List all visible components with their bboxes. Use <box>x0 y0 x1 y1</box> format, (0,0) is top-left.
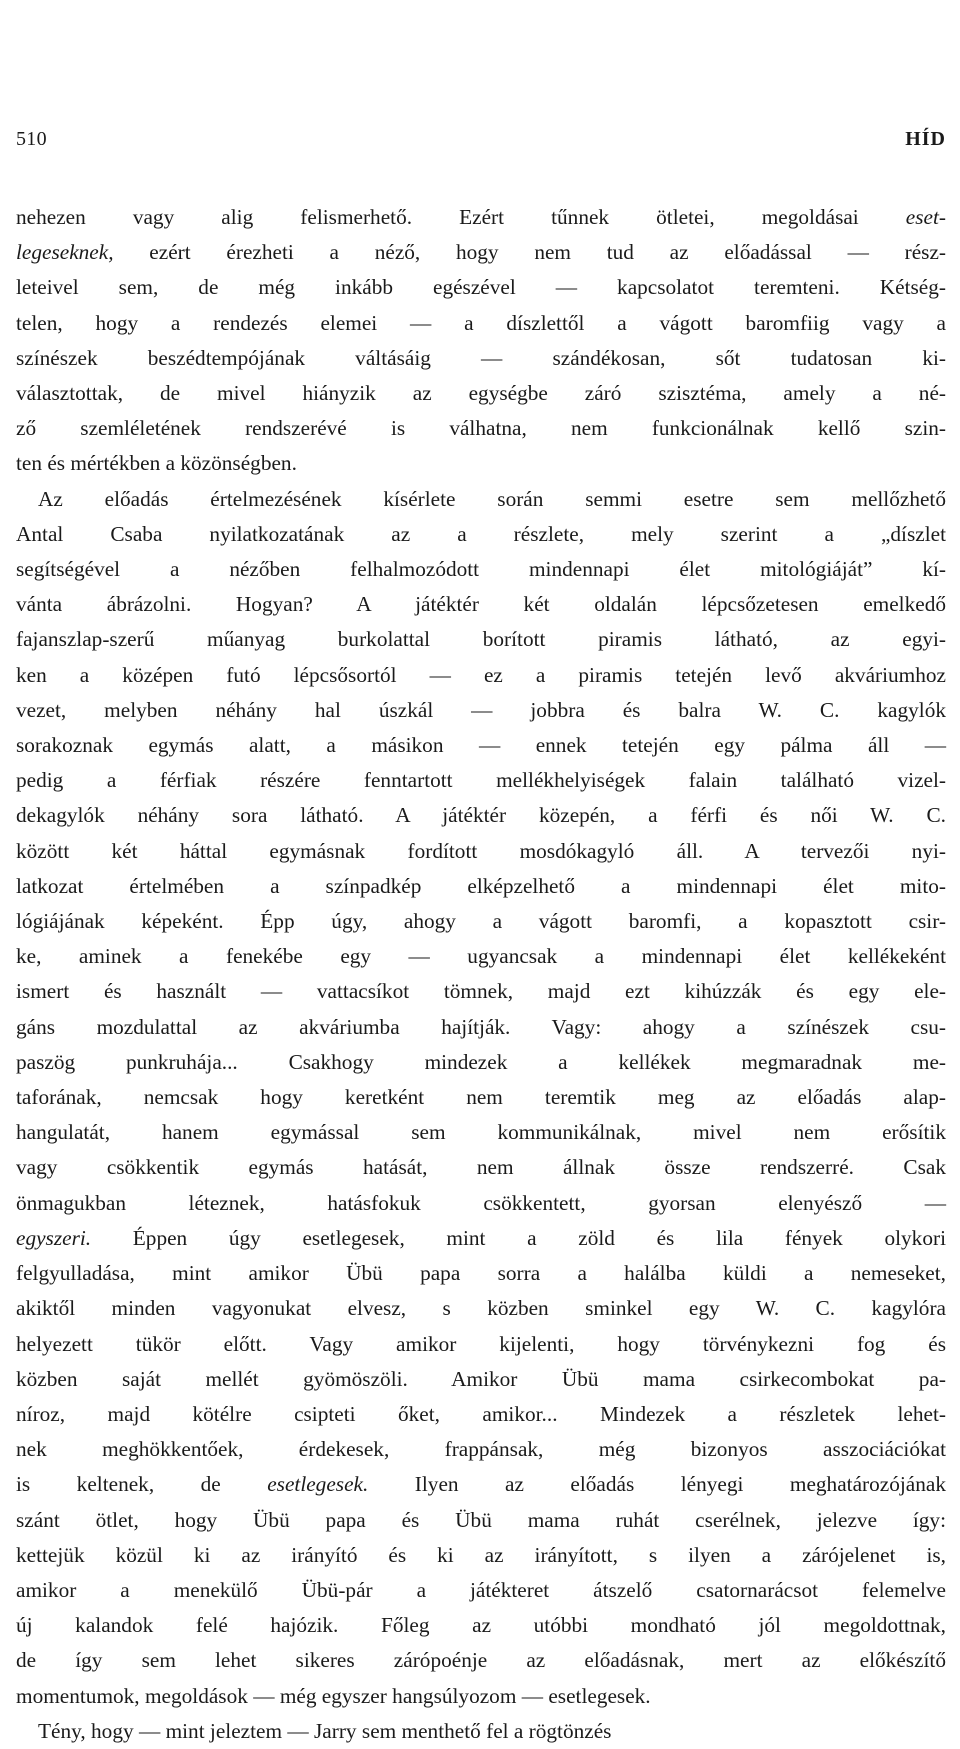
text-line <box>16 341 946 376</box>
text-line <box>16 1080 946 1115</box>
text-line <box>16 1538 946 1573</box>
text-run: kettejük közül ki az irányító és ki az irányított, s ilyen a zárójelenet is, <box>16 1542 946 1567</box>
text-line <box>16 1362 946 1397</box>
page-number: 510 <box>16 128 47 150</box>
text-line <box>16 658 946 693</box>
text-run: nek meghökkentőek, érdekesek, frappánsak, még bizonyos asszociációkat <box>16 1437 946 1462</box>
text-line <box>16 306 946 341</box>
text-run: telen, hogy a rendezés elemei — a díszlettől a vágott baromfiig vagy a <box>16 310 946 335</box>
italic-text: esetlegesek. <box>267 1472 369 1497</box>
text-line <box>16 1503 946 1538</box>
italic-text: legeseknek, <box>16 240 114 265</box>
text-run: sorakoznak egymás alatt, a másikon — ennek tetején egy pálma áll — <box>16 733 946 758</box>
paragraph <box>16 200 946 482</box>
text-run: ten és mértékben a közönségben. <box>16 451 297 476</box>
text-line <box>16 1327 946 1362</box>
text-run: akiktől minden vagyonukat elvesz, s közben sminkel egy W. C. kagylóra <box>16 1296 946 1321</box>
text-line <box>16 869 946 904</box>
text-run: Ilyen az előadás lényegi meghatározójának <box>368 1472 946 1497</box>
text-line <box>16 376 946 411</box>
text-run: ke, aminek a fenekébe egy — ugyancsak a mindennapi élet kellékeként <box>16 944 946 969</box>
text-line <box>16 411 946 446</box>
text-run: Tény, hogy — mint jeleztem — Jarry sem menthető fel a rögtönzés <box>38 1718 612 1743</box>
italic-text: egyszeri. <box>16 1225 92 1250</box>
text-run: között két háttal egymásnak fordított mosdókagyló áll. A tervezői nyi- <box>16 838 946 863</box>
text-run: taforának, nemcsak hogy keretként nem teremtik meg az előadás alap- <box>16 1085 946 1110</box>
text-line <box>16 1467 946 1502</box>
text-run: ző szemléletének rendszerévé is válhatna, nem funkcionálnak kellő szin- <box>16 416 946 441</box>
text-line <box>16 1150 946 1185</box>
text-line <box>16 1397 946 1432</box>
text-run: Éppen úgy esetlegesek, mint a zöld és lila fények olykori <box>91 1225 946 1250</box>
text-line <box>16 482 946 517</box>
text-run: vagy csökkentik egymás hatását, nem állnak össze rendszerré. Csak <box>16 1155 946 1180</box>
text-run: új kalandok felé hajózik. Főleg az utóbbi mondható jól megoldottnak, <box>16 1613 946 1638</box>
text-run: momentumok, megoldások — még egyszer hangsúlyozom — esetlegesek. <box>16 1683 651 1708</box>
text-line <box>16 763 946 798</box>
text-run: nehezen vagy alig felismerhető. Ezért tűnnek ötletei, megoldásai <box>16 205 906 229</box>
text-run: szánt ötlet, hogy Übü papa és Übü mama ruhát cserélnek, jelezve így: <box>16 1507 946 1532</box>
text-run: ken a középen futó lépcsősortól — ez a piramis tetején levő akváriumhoz <box>16 662 946 687</box>
text-line <box>16 939 946 974</box>
text-line <box>16 517 946 552</box>
text-line <box>16 1291 946 1326</box>
text-run: is keltenek, de <box>16 1472 268 1497</box>
text-line <box>16 904 946 939</box>
text-line <box>16 1045 946 1080</box>
text-line <box>16 693 946 728</box>
text-run: gáns mozdulattal az akváriumba hajítják. Vagy: ahogy a színészek csu- <box>16 1014 946 1039</box>
text-run: de így sem lehet sikeres zárópoénje az előadásnak, mert az előkészítő <box>16 1648 946 1673</box>
running-head <box>16 128 946 158</box>
italic-text: eset- <box>905 205 946 229</box>
text-run: amikor a menekülő Übü-pár a játékteret átszelő csatornarácsot felemelve <box>16 1577 946 1602</box>
text-line <box>16 1221 946 1256</box>
text-run: helyezett tükör előtt. Vagy amikor kijelenti, hogy törvénykezni fog és <box>16 1331 946 1356</box>
text-run: latkozat értelmében a színpadkép elképzelhető a mindennapi élet mito- <box>16 873 946 898</box>
text-run: hangulatát, hanem egymással sem kommunikálnak, mivel nem erősítik <box>16 1120 946 1145</box>
text-line <box>16 1679 946 1714</box>
text-line <box>16 798 946 833</box>
text-line <box>16 587 946 622</box>
journal-name: HÍD <box>905 128 946 150</box>
text-line <box>16 1010 946 1045</box>
text-run: níroz, majd kötélre csipteti őket, amikor... Mindezek a részletek lehet- <box>16 1401 946 1426</box>
text-line <box>16 200 946 235</box>
text-run: felgyulladása, mint amikor Übü papa sorra a halálba küldi a nemeseket, <box>16 1261 946 1286</box>
text-line <box>16 1256 946 1291</box>
text-line <box>16 1432 946 1467</box>
text-line <box>16 270 946 305</box>
text-run: paszög punkruhája... Csakhogy mindezek a kellékek megmaradnak me- <box>16 1049 946 1074</box>
text-line <box>16 1714 946 1749</box>
text-run: közben saját mellét gyömöszöli. Amikor Übü mama csirkecombokat pa- <box>16 1366 946 1391</box>
text-run: segítségével a nézőben felhalmozódott mindennapi élet mitológiáját” kí- <box>16 557 946 582</box>
text-line <box>16 974 946 1009</box>
text-run: lógiájának képeként. Épp úgy, ahogy a vágott baromfi, a kopasztott csir- <box>16 909 946 934</box>
text-line <box>16 728 946 763</box>
paragraph <box>16 482 946 1714</box>
text-line <box>16 1643 946 1678</box>
text-line <box>16 1573 946 1608</box>
text-run: Az előadás értelmezésének kísérlete során semmi esetre sem mellőzhető <box>38 486 946 511</box>
paragraph <box>16 1714 946 1749</box>
text-run: vezet, melyben néhány hal úszkál — jobbra és balra W. C. kagylók <box>16 697 946 722</box>
text-run: önmagukban léteznek, hatásfokuk csökkentett, gyorsan elenyésző — <box>16 1190 946 1215</box>
text-run: pedig a férfiak részére fenntartott mellékhelyiségek falain található vizel- <box>16 768 946 793</box>
text-line <box>16 1115 946 1150</box>
text-line <box>16 235 946 270</box>
text-line <box>16 1186 946 1221</box>
text-run: ezért érezheti a néző, hogy nem tud az előadással — rész- <box>113 240 946 265</box>
text-run: leteivel sem, de még inkább egészével — kapcsolatot teremteni. Kétség- <box>16 275 946 300</box>
text-line <box>16 552 946 587</box>
text-line <box>16 622 946 657</box>
text-line <box>16 1608 946 1643</box>
text-line <box>16 834 946 869</box>
text-run: színészek beszédtempójának váltásáig — szándékosan, sőt tudatosan ki- <box>16 345 946 370</box>
text-run: fajanszlap-szerű műanyag burkolattal borított piramis látható, az egyi- <box>16 627 946 652</box>
text-run: ismert és használt — vattacsíkot tömnek, majd ezt kihúzzák és egy ele- <box>16 979 946 1004</box>
text-run: Antal Csaba nyilatkozatának az a részlete, mely szerint a „díszlet <box>16 521 946 546</box>
text-run: választottak, de mivel hiányzik az egységbe záró szisztéma, amely a né- <box>16 381 946 406</box>
text-run: vánta ábrázolni. Hogyan? A játéktér két oldalán lépcsőzetesen emelkedő <box>16 592 946 617</box>
text-line <box>16 446 946 481</box>
text-run: dekagylók néhány sora látható. A játéktér közepén, a férfi és női W. C. <box>16 803 946 828</box>
article-body <box>16 200 946 1749</box>
